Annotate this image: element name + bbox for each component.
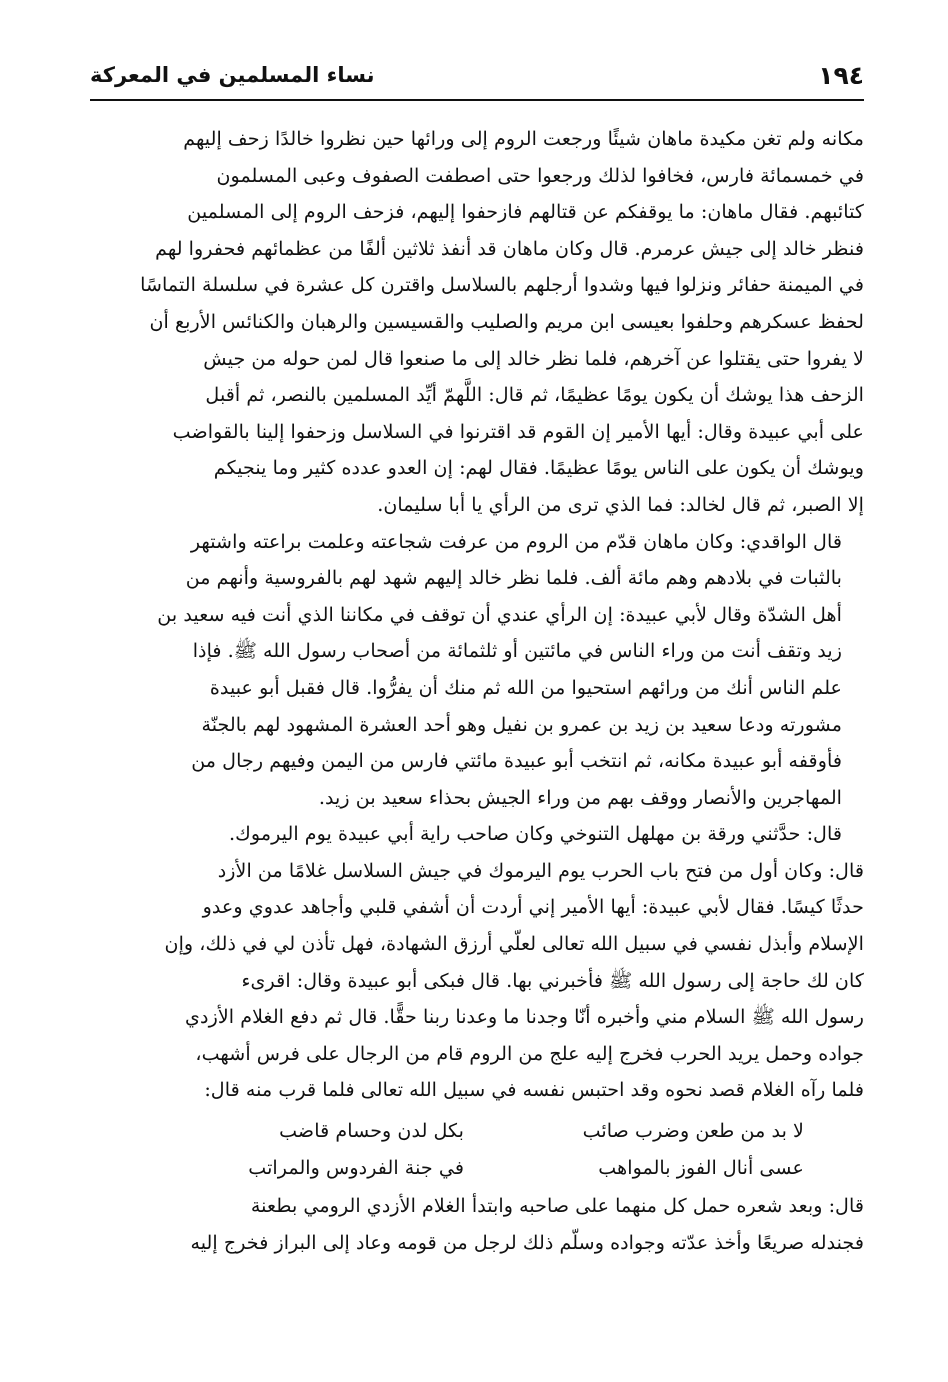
poem-block — [90, 1113, 864, 1186]
text-line: كتائبهم. فقال ماهان: ما يوقفكم عن قتالهم فازحفوا إليهم، فزحف الروم إلى المسلمين — [187, 200, 864, 224]
page-header — [90, 55, 864, 101]
text-line: الزحف هذا يوشك أن يكون يومًا عظيمًا، ثم قال: اللَّهمّ أيِّد المسلمين بالنصر، ثم أقبل — [205, 383, 864, 407]
text-line: المهاجرين والأنصار ووقف بهم من وراء الجيش بحذاء سعيد بن زيد. — [318, 785, 842, 809]
poem-hemistich-first: لا بد من طعن وضرب صائب — [582, 1119, 804, 1143]
paragraph — [90, 1188, 864, 1261]
text-line: قال الواقدي: وكان ماهان قدّم من الروم من عرفت شجاعته وعلمت براعته واشتهر — [190, 529, 842, 553]
text-line: قال: حدَّثني ورقة بن مهلهل التنوخي وكان صاحب راية أبي عبيدة يوم اليرموك. — [229, 822, 842, 846]
text-line: قال: وبعد شعره حمل كل منهما على صاحبه وابتدأ الغلام الأزدي الرومي بطعنة — [250, 1194, 864, 1218]
text-line: مكانه ولم تغن مكيدة ماهان شيئًا ورجعت الروم إلى ورائها حين نظروا خالدًا زحف إليهم — [183, 127, 864, 150]
paragraph — [90, 816, 864, 853]
paragraph — [90, 524, 864, 817]
body-text — [90, 121, 864, 1261]
text-line: فلما رآه الغلام قصد نحوه وقد احتبس نفسه في سبيل الله تعالى فلما قرب منه قال: — [204, 1078, 864, 1102]
book-page — [90, 55, 864, 1355]
text-line: أهل الشدّة وقال لأبي عبيدة: إن الرأي عندي أن توقف في مكاننا الذي أنت فيه سعيد بن — [157, 602, 842, 626]
text-line: حدثًا كيسًا. فقال لأبي عبيدة: أيها الأمير إني أردت أن أشفي قلبي وأجاهد عدوي وعدو — [202, 895, 864, 919]
text-line: فجندله صريعًا وأخذ عدّته وجواده وسلّم ذلك لرجل من قومه وعاد إلى البراز فخرج إليه — [190, 1230, 864, 1254]
text-line: على أبي عبيدة وقال: أيها الأمير إن القوم قد اقترنوا في السلاسل وزحفوا إلينا بالقواضب — [172, 419, 864, 443]
text-line: فنظر خالد إلى جيش عرمرم. قال وكان ماهان قد أنفذ ثلاثين ألفًا من عظمائهم فحفروا لهم — [155, 236, 864, 260]
text-line: في خمسمائة فارس، فخافوا لذلك ورجعوا حتى اصطفت الصفوف وعبى المسلمون — [216, 163, 864, 187]
text-line: في الميمنة حفائر ونزلوا فيها وشدوا أرجلهم بالسلاسل واقترن كل عشرة في سلسلة التماسًا — [140, 273, 864, 297]
text-line: ويوشك أن يكون على الناس يومًا عظيمًا. فقال لهم: إن العدو عدده كثير وما ينجيكم — [213, 456, 864, 480]
poem-verse — [90, 1113, 864, 1150]
text-line: قال: وكان أول من فتح باب الحرب يوم اليرموك في جيش السلاسل غلامًا من الأزد — [217, 858, 864, 882]
running-title: نساء المسلمين في المعركة — [90, 63, 375, 87]
poem-verse — [90, 1150, 864, 1187]
text-line: كان لك حاجة إلى رسول الله ﷺ فأخبرني بها. قال فبكى أبو عبيدة وقال: اقرىء — [241, 968, 864, 992]
text-line: إلا الصبر، ثم قال لخالد: فما الذي ترى من الرأي يا أبا سليمان. — [377, 492, 864, 516]
closing-paragraph — [90, 1188, 864, 1261]
paragraph-list — [90, 121, 864, 1109]
poem-hemistich-second: في جنة الفردوس والمراتب — [248, 1155, 464, 1179]
text-line: الإسلام وأبذل نفسي في سبيل الله تعالى لعلّي أرزق الشهادة، فهل تأذن لي في ذلك، وإن — [164, 932, 864, 956]
text-line: علم الناس أنك من ورائهم استحيوا من الله ثم منك أن يفرُّوا. قال فقبل أبو عبيدة — [209, 675, 842, 699]
text-line: رسول الله ﷺ السلام مني وأخبره أنّا وجدنا ما وعدنا ربنا حقًّا. قال ثم دفع الغلام الأزدي — [185, 1005, 864, 1029]
text-line: بالثبات في بلادهم وهم مائة ألف. فلما نظر خالد إليهم شهد لهم بالفروسية وأنهم من — [185, 566, 842, 590]
poem-hemistich-second: بكل لدن وحسام قاضب — [279, 1119, 464, 1143]
text-line: لا يفروا حتى يقتلوا عن آخرهم، فلما نظر خالد إلى ما صنعوا قال لمن حوله من جيش — [203, 346, 864, 370]
text-line: لحفظ عسكرهم وحلفوا بعيسى ابن مريم والصليب والقسيسين والرهبان والكنائس الأربع أن — [149, 309, 864, 333]
text-line: مشورته ودعا سعيد بن زيد بن عمرو بن نفيل وهو أحد العشرة المشهود لهم بالجنّة — [201, 712, 842, 736]
paragraph — [90, 853, 864, 1109]
text-line: زيد وتقف أنت من وراء الناس في مائتين أو ثلثمائة من أصحاب رسول الله ﷺ. فإذا — [192, 639, 842, 663]
paragraph — [90, 121, 864, 524]
text-line: فأوقفه أبو عبيدة مكانه، ثم انتخب أبو عبيدة مائتي فارس من اليمن وفيهم رجال من — [191, 749, 842, 773]
page-number: ١٩٤ — [818, 61, 864, 90]
poem-hemistich-first: عسى أنال الفوز بالمواهب — [598, 1155, 804, 1179]
text-line: جواده وحمل يريد الحرب فخرج إليه علج من الروم قام من الرجال على فرس أشهب، — [195, 1041, 864, 1065]
